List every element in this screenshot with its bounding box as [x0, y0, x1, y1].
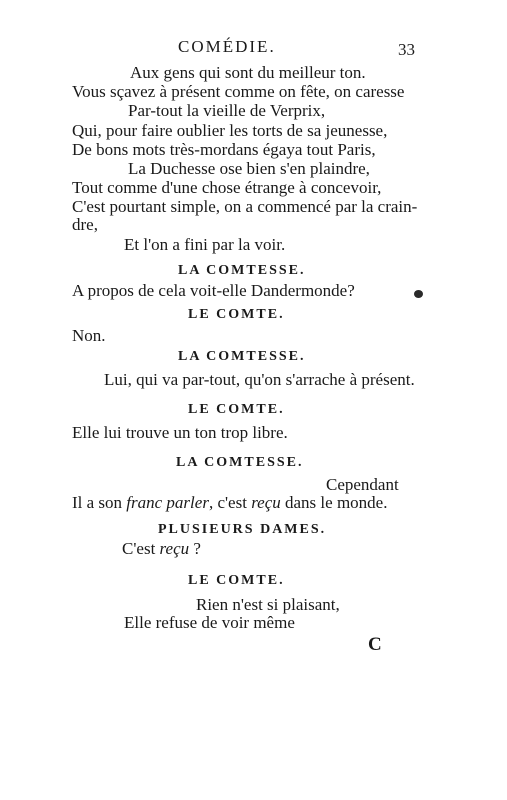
text-run: , c'est — [208, 493, 252, 512]
verse-line: De bons mots très-mordans égaya tout Paris, — [72, 140, 376, 159]
page-number: 33 — [398, 40, 415, 59]
verse-line: dre, — [72, 215, 98, 234]
verse-line: La Duchesse ose bien s'en plaindre, — [128, 159, 370, 178]
verse-line: Qui, pour faire oublier les torts de sa jeunesse, — [72, 121, 388, 140]
ink-blot — [414, 290, 423, 298]
dialogue-line: Lui, qui va par-tout, qu'on s'arrache à présent. — [104, 370, 415, 389]
dialogue-line: Elle lui trouve un ton trop libre. — [72, 423, 288, 442]
running-title: COMÉDIE. — [178, 37, 276, 56]
speaker-name: LE COMTE. — [188, 573, 285, 588]
dialogue-line: Elle refuse de voir même — [124, 613, 295, 632]
text-run: dans le monde. — [280, 493, 388, 512]
verse-line: Par-tout la vieille de Verprix, — [128, 101, 326, 120]
speaker-name: LA COMTESSE. — [176, 455, 304, 470]
speaker-name: LA COMTESSE. — [178, 263, 306, 278]
signature-mark: C — [368, 634, 382, 655]
text-run: Il a son — [72, 493, 127, 512]
verse-line: Vous sçavez à présent comme on fête, on caresse — [72, 82, 405, 101]
verse-line: Aux gens qui sont du meilleur ton. — [130, 63, 366, 82]
verse-line: Et l'on a fini par la voir. — [124, 235, 286, 254]
text-run: C'est — [122, 539, 160, 558]
dialogue-line — [122, 540, 201, 557]
dialogue-line: Non. — [72, 326, 106, 345]
italic-phrase: reçu — [159, 539, 190, 558]
speaker-name: LE COMTE. — [188, 402, 285, 417]
speaker-name: LA COMTESSE. — [178, 349, 306, 364]
verse-line: Tout comme d'une chose étrange à concevoir, — [72, 178, 382, 197]
dialogue-line: Rien n'est si plaisant, — [196, 595, 340, 614]
italic-phrase: reçu — [251, 493, 281, 512]
speaker-name: LE COMTE. — [188, 307, 285, 322]
text-run: ? — [189, 539, 201, 558]
dialogue-line: A propos de cela voit-elle Dandermonde? — [72, 281, 355, 300]
dialogue-line: Cependant — [326, 475, 399, 494]
verse-line: C'est pourtant simple, on a commencé par la crain- — [72, 197, 418, 216]
dialogue-line — [72, 494, 387, 511]
speaker-name: PLUSIEURS DAMES. — [158, 522, 327, 537]
italic-phrase: franc parler — [126, 493, 209, 512]
